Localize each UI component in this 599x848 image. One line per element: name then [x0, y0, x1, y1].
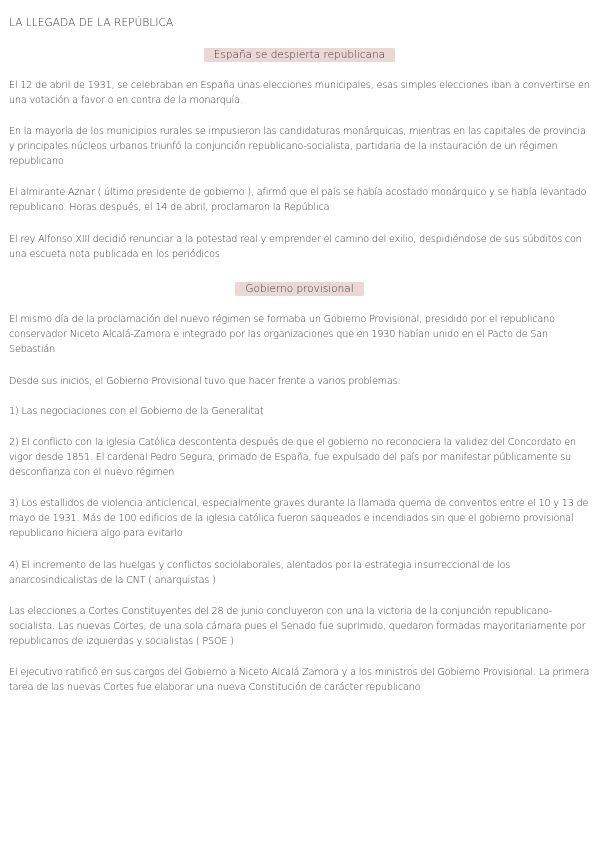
paragraph: El mismo día de la proclamación del nuevo régimen se formaba un Gobierno Provisional, presidido por el republicano conservador Niceto Alcalá-Zamora e integrado por las organizaciones que en 1930 habían unido en el Pacto de San Sebastián: [9, 314, 555, 355]
paragraph: 3) Los estallidos de violencia anticlerical, especialmente graves durante la llamada quema de conventos entre el 10 y 13 de mayo de 1931. Más de 100 edificios de la iglesia católica fueron saqueados e incendiados sin que el gobierno provisional republicano hiciera algo para evitarlo: [9, 498, 589, 539]
paragraph: 2) El conflicto con la iglesia Católica descontenta después de que el gobierno no reconociera la validez del Concordato en vigor desde 1851. El cardenal Pedro Segura, primado de España, fue expulsado del país por manifestar públicamente su desconfianza con el nuevo régimen: [9, 437, 576, 478]
section-heading-espana: [0, 48, 599, 62]
paragraph: El 12 de abril de 1931, se celebraban en España unas elecciones municipales, esas simples elecciones iban a convertirse en una votación a favor o en contra de la monarquía.: [9, 80, 590, 106]
paragraph: En la mayoría de los municipios rurales se impusieron las candidaturas monárquicas, mientras en las capitales de provincia y principales núcleos urbanos triunfó la conjunción republicano-socialista, partidaria de la instauración de un régimen republicano: [9, 126, 586, 167]
paragraph: El ejecutivo ratificó en sus cargos del Gobierno a Niceto Alcalá Zamora y a los ministros del Gobierno Provisional. La primera tarea de las nuevas Cortes fue elaborar una nueva Constitución de carácter republicano: [9, 667, 590, 693]
section-heading-label: Gobierno provisional: [235, 282, 363, 296]
document-title: LA LLEGADA DE LA REPÚBLICA: [9, 17, 174, 29]
section-heading-gobierno: [0, 282, 599, 296]
paragraph: El rey Alfonso XIII decidió renunciar a la potestad real y emprender el camino del exilio, despidiéndose de sus súbditos con una escueta nota publicada en los periódicos: [9, 234, 582, 260]
paragraph: Desde sus inicios, el Gobierno Provisional tuvo que hacer frente a varios problemas:: [9, 376, 401, 387]
paragraph: El almirante Aznar ( último presidente de gobierno ), afirmó que el país se había acostado monárquico y se había levantado republicano. Horas después, el 14 de abril, proclamaron la República: [9, 187, 587, 213]
paragraph: Las elecciones a Cortes Constituyentes del 28 de junio concluyeron con una la victoria de la conjunción republicano-socialista. Las nuevas Cortes, de una sola cámara pues el Senado fue suprimido, quedaron formadas mayoritariamente por republicanos de izquierdas y socialistas ( PSOE ): [9, 606, 586, 647]
paragraph: 4) El incremento de las huelgas y conflictos sociolaborales, alentados por la estrategia insurreccional de los anarcosindicalistas de la CNT ( anarquistas ): [9, 560, 511, 586]
section-heading-label: España se despierta republicana: [204, 48, 395, 62]
paragraph: 1) Las negociaciones con el Gobierno de la Generalitat: [9, 406, 264, 417]
